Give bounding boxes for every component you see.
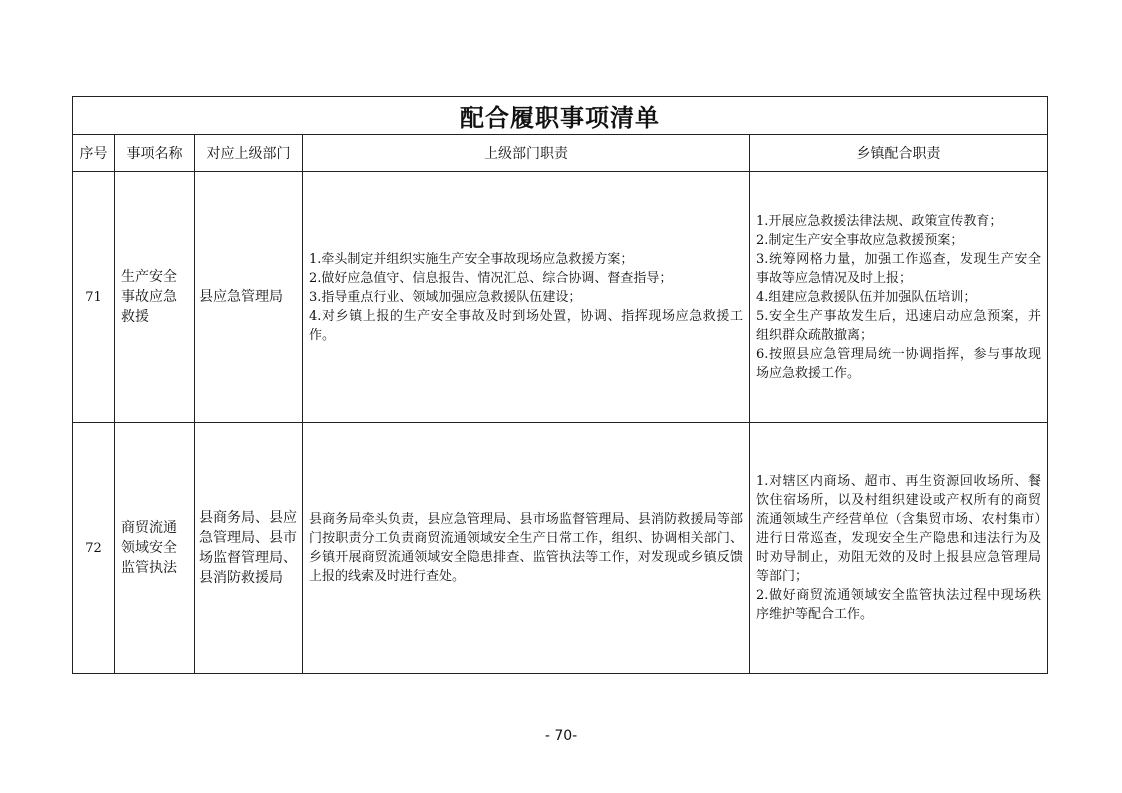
duty-item: 县商务局牵头负责，县应急管理局、县市场监督管理局、县消防救援局等部门按职责分工负责商贸流通领域安全生产日常工作，组织、协调相关部门、乡镇开展商贸流通领域安全隐患排查、监管执法等工作，对发现或乡镇反馈上报的线索及时进行查处。: [309, 512, 743, 584]
table-row: [73, 423, 1048, 674]
cell-town-duty: [750, 172, 1048, 423]
dept-text: 县商务局、县应急管理局、县市场监督管理局、县消防救援局: [199, 510, 297, 586]
duty-item: 3.指导重点行业、领域加强应急救援队伍建设；: [309, 289, 582, 305]
duty-item: 2.做好应急值守、信息报告、情况汇总、综合协调、督查指导；: [309, 270, 673, 286]
page-number: - 70-: [544, 728, 578, 744]
duty-item: 3.统筹网格力量，加强工作巡查，发现生产安全事故等应急情况及时上报；: [756, 251, 1042, 286]
duty-item: 4.对乡镇上报的生产安全事故及时到场处置，协调、指挥现场应急救援工作。: [309, 308, 743, 343]
cell-item-name: [115, 172, 195, 423]
item-name-text: 生产安全事故应急救援: [121, 269, 177, 325]
table-row: [73, 172, 1048, 423]
duty-item: 1.对辖区内商场、超市、再生资源回收场所、餐饮住宿场所，以及村组织建设或产权所有的商贸流通领域生产经营单位（含集贸市场、农村集市）进行日常巡查，发现安全生产隐患和违法行为及时劝导制止，劝阻无效的及时上报县应急管理局等部门；: [756, 474, 1042, 584]
duty-item: 6.按照县应急管理局统一协调指挥，参与事故现场应急救援工作。: [756, 346, 1042, 381]
header-item-name: 事项名称: [115, 135, 195, 172]
duty-item: 2.做好商贸流通领域安全监管执法过程中现场秩序维护等配合工作。: [756, 588, 1042, 622]
cell-upper-dept: [195, 423, 303, 674]
cell-item-name: [115, 423, 195, 674]
item-name-text: 商贸流通领域安全监管执法: [121, 520, 177, 576]
table-header-row: [73, 135, 1048, 172]
header-upper-duty: 上级部门职责: [303, 135, 750, 172]
page-title: 配合履职事项清单: [73, 97, 1048, 135]
header-upper-dept: 对应上级部门: [195, 135, 303, 172]
cell-serial-no: 71: [73, 172, 115, 423]
cell-town-duty: [750, 423, 1048, 674]
header-serial-no: 序号: [73, 135, 115, 172]
cell-serial-no: 72: [73, 423, 115, 674]
cell-upper-duty: [303, 172, 750, 423]
duty-item: 2.制定生产安全事故应急救援预案；: [756, 232, 964, 248]
duty-list-table: [72, 96, 1048, 674]
duty-item: 1.开展应急救援法律法规、政策宣传教育；: [756, 213, 1003, 229]
duty-item: 5.安全生产事故发生后，迅速启动应急预案，并组织群众疏散撤离；: [756, 308, 1042, 343]
cell-upper-duty: [303, 423, 750, 674]
dept-text: 县应急管理局: [199, 289, 283, 305]
header-town-duty: 乡镇配合职责: [750, 135, 1048, 172]
cell-upper-dept: [195, 172, 303, 423]
duty-item: 4.组建应急救援队伍并加强队伍培训；: [756, 289, 977, 305]
duty-item: 1.牵头制定并组织实施生产安全事故现场应急救援方案；: [309, 251, 634, 267]
